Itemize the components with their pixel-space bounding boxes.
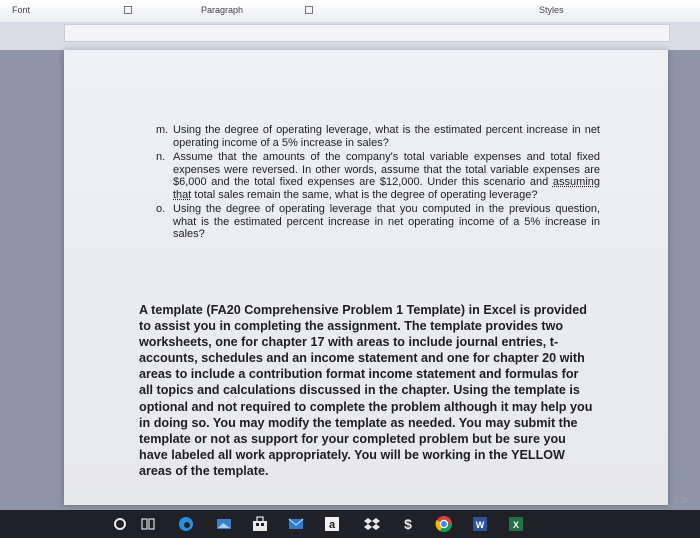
edge-browser-icon[interactable] xyxy=(176,514,196,534)
list-marker: n. xyxy=(156,151,166,163)
excel-glyph: X xyxy=(512,520,520,530)
ribbon-group-labels xyxy=(0,0,700,23)
photos-icon[interactable] xyxy=(214,514,234,534)
list-item-text xyxy=(173,151,600,201)
store-icon[interactable] xyxy=(250,514,270,534)
ribbon-group-font-label: Font xyxy=(12,5,31,15)
question-list xyxy=(150,124,600,243)
windows-start-icon[interactable] xyxy=(110,514,130,534)
dollar-app-icon[interactable] xyxy=(398,514,418,534)
list-item-text: Using the degree of operating leverage that you computed in the previous question, what is the estimated percent increase in net operating income of a 5% increase in sales? xyxy=(173,203,600,240)
document-ruler-strip xyxy=(64,24,670,42)
word-glyph: W xyxy=(475,520,485,530)
ribbon-lower-area xyxy=(0,22,700,50)
taskbar xyxy=(0,510,700,538)
ribbon-group-styles-label: Styles xyxy=(539,5,564,15)
list-marker: o. xyxy=(156,203,166,215)
excel-icon[interactable] xyxy=(506,514,526,534)
page-corner-glyph: ▯▫ xyxy=(680,495,688,504)
chrome-icon[interactable] xyxy=(434,514,454,534)
task-view-icon[interactable] xyxy=(138,514,158,534)
word-icon[interactable] xyxy=(470,514,490,534)
amazon-icon[interactable] xyxy=(322,514,342,534)
list-item-text-part: total sales remain the same, what is the degree of operating leverage? xyxy=(191,188,538,201)
list-item-text: Using the degree of operating leverage, what is the estimated percent increase in net operating income of a 5% increase in sales? xyxy=(173,124,600,149)
mail-icon[interactable] xyxy=(286,514,306,534)
list-item xyxy=(150,151,600,201)
proofing-underlined-phrase: assuming that xyxy=(173,176,600,201)
list-item xyxy=(150,203,600,241)
list-marker: m. xyxy=(156,124,169,136)
list-item xyxy=(150,124,600,149)
amazon-glyph: a xyxy=(328,519,336,531)
template-paragraph: A template (FA20 Comprehensive Problem 1 Template) in Excel is provided to assist you in completing the assignment. The template provides two worksheets, one for chapter 17 with areas to include journal entries, t-accounts, schedules and an income statement and one for chapter 20 with areas to include a contribution format income statement and formulas for all topics and calculations discussed in the chapter. Using the template is optional and not required to complete the problem although it may help you in doing so. You may modify the template as needed. You may submit the template or not as support for your completed problem but be sure you have labeled all work appropriately. You will be working in the YELLOW areas of the template. xyxy=(139,303,593,478)
dropbox-icon[interactable] xyxy=(362,514,382,534)
paragraph-dialog-launcher-icon[interactable] xyxy=(305,6,313,14)
dollar-glyph: $ xyxy=(404,516,412,532)
list-item-text-part: Assume that the amounts of the company's total variable expenses and total fixed expenses were reversed. In other words, assume that the total variable expenses are $6,000 and the total fixed expenses are $12,000. Under this scenario and xyxy=(173,151,600,188)
ribbon-group-paragraph-label: Paragraph xyxy=(201,5,244,15)
font-dialog-launcher-icon[interactable] xyxy=(124,6,132,14)
